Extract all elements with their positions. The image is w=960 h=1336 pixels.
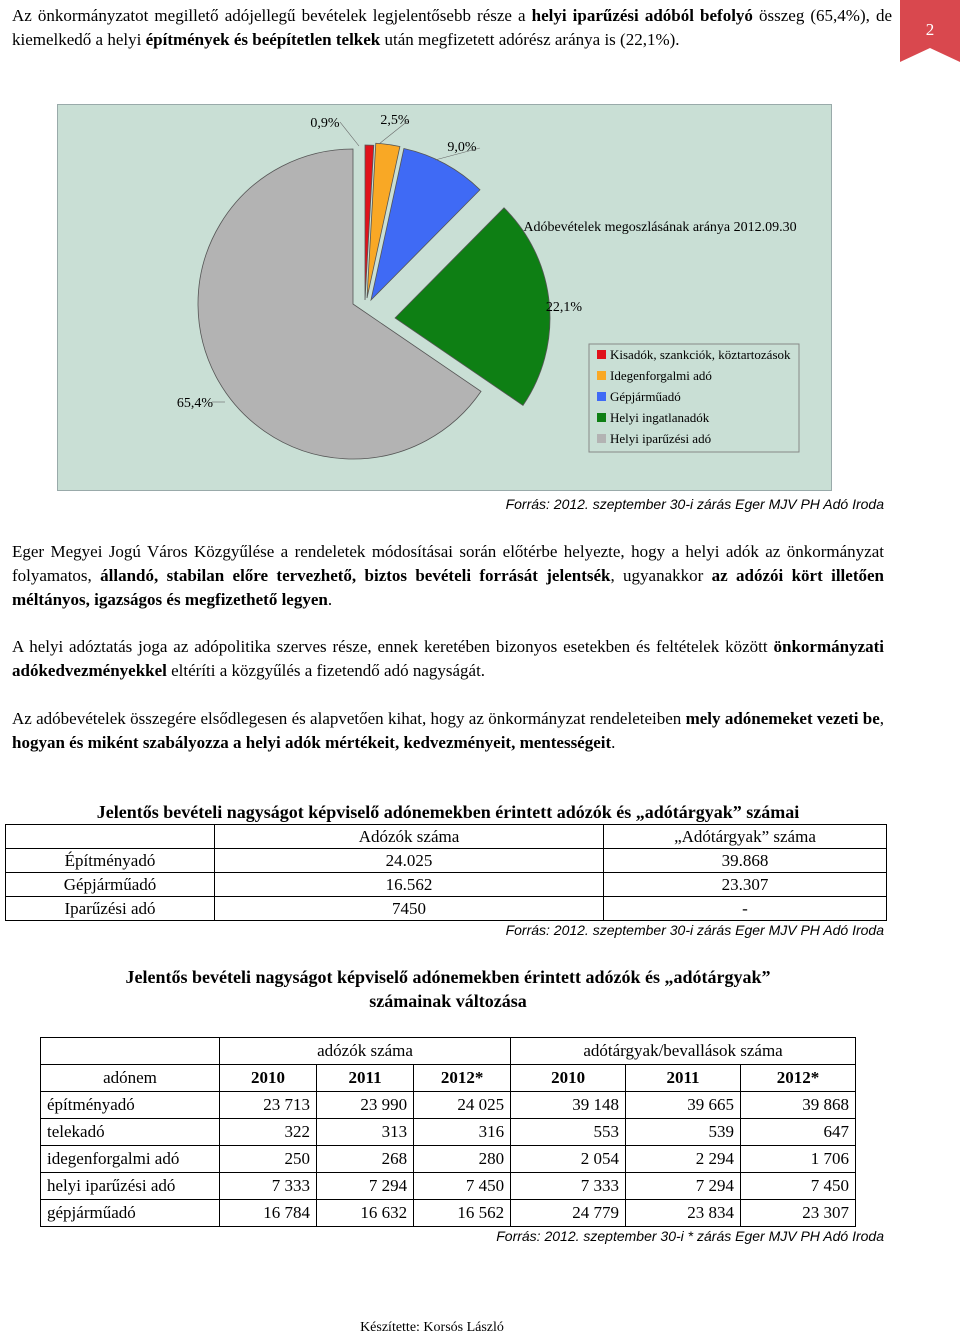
cell: 39.868 (604, 849, 887, 873)
pie-chart (57, 104, 832, 491)
legend-entry: Kisadók, szankciók, köztartozások (610, 347, 791, 362)
cell: 16 632 (317, 1200, 414, 1227)
year-header: 2011 (317, 1065, 414, 1092)
cell: 316 (414, 1119, 511, 1146)
legend-swatch (597, 392, 606, 401)
year-header: 2010 (220, 1065, 317, 1092)
year-header: 2011 (626, 1065, 741, 1092)
cell: 39 665 (626, 1092, 741, 1119)
legend-entry: Gépjárműadó (610, 389, 681, 404)
header-cell: adónem (41, 1065, 220, 1092)
empty-cell (41, 1038, 220, 1065)
table-row (6, 849, 887, 873)
paragraph-tax-revenue: Az adóbevételek összegére elsődlegesen és alapvetően kihat, hogy az önkormányzat rendeleteiben mely adónemeket vezeti be, hogyan és miként szabályozza a helyi adók mértékeit, kedvezményeit, mentességeit. (12, 709, 884, 752)
year-header: 2012* (740, 1065, 855, 1092)
cell: 322 (220, 1119, 317, 1146)
slice-label: 65,4% (176, 396, 214, 411)
row-label: telekadó (41, 1119, 220, 1146)
cell: 647 (740, 1119, 855, 1146)
header-cell: „Adótárgyak” száma (604, 825, 887, 849)
table-row (41, 1200, 856, 1227)
cell: 7 333 (220, 1173, 317, 1200)
cell: 553 (511, 1119, 626, 1146)
table-group-row (41, 1038, 856, 1065)
row-label: gépjárműadó (41, 1200, 220, 1227)
row-label: idegenforgalmi adó (41, 1146, 220, 1173)
slice-label: 0,9% (310, 116, 340, 131)
table-row (41, 1119, 856, 1146)
table-row (6, 873, 887, 897)
group-header: adótárgyak/bevallások száma (511, 1038, 856, 1065)
cell: 24.025 (215, 849, 604, 873)
table-row (41, 1173, 856, 1200)
row-label: építményadó (41, 1092, 220, 1119)
cell: 1 706 (740, 1146, 855, 1173)
row-label: Gépjárműadó (6, 873, 215, 897)
legend-entry: Idegenforgalmi adó (610, 368, 712, 383)
cell: 7 333 (511, 1173, 626, 1200)
legend-swatch (597, 434, 606, 443)
cell: 23.307 (604, 873, 887, 897)
table-header-row (6, 825, 887, 849)
legend-entry: Helyi iparűzési adó (610, 431, 712, 446)
cell: 7 294 (317, 1173, 414, 1200)
paragraph-tax-right: A helyi adóztatás joga az adópolitika szerves része, ennek keretében bizonyos esetekben és feltételek között önkormányzati adókedvezményekkel eltéríti a közgyűlés a fizetendő adó nagyságát. (12, 637, 884, 680)
legend-entry: Helyi ingatlanadók (610, 410, 710, 425)
cell: 16 784 (220, 1200, 317, 1227)
table-header-row (41, 1065, 856, 1092)
cell: 16 562 (414, 1200, 511, 1227)
cell: 250 (220, 1146, 317, 1173)
cell: 7 294 (626, 1173, 741, 1200)
slice-label: 2,5% (380, 113, 410, 128)
page-number: 2 (925, 20, 935, 39)
taxpayers-table (5, 824, 887, 921)
year-header: 2012* (414, 1065, 511, 1092)
paragraph-goals: Eger Megyei Jogú Város Közgyűlése a rendeletek módosításai során előtérbe helyezte, hogy a helyi adók az önkormányzat folyamatos, állandó, stabilan előre tervezhető, biztos bevételi forrását jelentsék, ugyanakkor az adózói kört illetően méltányos, igazságos és megfizethető legyen. (12, 542, 884, 609)
table1-source: Forrás: 2012. szeptember 30-i zárás Eger MJV PH Adó Iroda (505, 922, 884, 938)
cell: 23 307 (740, 1200, 855, 1227)
row-label: Építményadó (6, 849, 215, 873)
cell: 24 779 (511, 1200, 626, 1227)
table2-title: Jelentős bevételi nagyságot képviselő adónemekben érintett adózók és „adótárgyak” számainak változása (125, 967, 771, 1011)
row-label: helyi iparűzési adó (41, 1173, 220, 1200)
table-row (41, 1146, 856, 1173)
cell: 280 (414, 1146, 511, 1173)
cell: 539 (626, 1119, 741, 1146)
cell: 39 148 (511, 1092, 626, 1119)
cell: 7 450 (740, 1173, 855, 1200)
header-cell (6, 825, 215, 849)
legend-swatch (597, 350, 606, 359)
cell: 16.562 (215, 873, 604, 897)
year-header: 2010 (511, 1065, 626, 1092)
legend-swatch (597, 371, 606, 380)
header-cell: Adózók száma (215, 825, 604, 849)
table1-title: Jelentős bevételi nagyságot képviselő adónemekben érintett adózók és „adótárgyak” számai (96, 802, 800, 822)
cell: 39 868 (740, 1092, 855, 1119)
changes-table (40, 1037, 856, 1227)
cell: 24 025 (414, 1092, 511, 1119)
cell: 313 (317, 1119, 414, 1146)
group-header: adózók száma (220, 1038, 511, 1065)
row-label: Iparűzési adó (6, 897, 215, 921)
footer-author: Készítette: Korsós László (360, 1320, 504, 1335)
slice-label: 22,1% (545, 300, 583, 315)
cell: 7 450 (414, 1173, 511, 1200)
chart-source: Forrás: 2012. szeptember 30-i zárás Eger MJV PH Adó Iroda (505, 496, 884, 512)
cell: 2 294 (626, 1146, 741, 1173)
cell: 23 990 (317, 1092, 414, 1119)
table2-source: Forrás: 2012. szeptember 30-i * zárás Eger MJV PH Adó Iroda (496, 1228, 884, 1244)
cell: 7450 (215, 897, 604, 921)
cell: 23 713 (220, 1092, 317, 1119)
table-row (6, 897, 887, 921)
legend-swatch (597, 413, 606, 422)
chart-title: Adóbevételek megoszlásának aránya 2012.09.30 (523, 220, 797, 235)
cell: - (604, 897, 887, 921)
intro-paragraph: Az önkormányzatot megillető adójellegű bevételek legjelentősebb része a helyi iparűzési adóból befolyó összeg (65,4%), de kiemelkedő a helyi építmények és beépítetlen telkek után megfizetett adórész aránya is (22,1%). (12, 6, 892, 49)
cell: 23 834 (626, 1200, 741, 1227)
page-number-badge (900, 0, 960, 62)
cell: 2 054 (511, 1146, 626, 1173)
cell: 268 (317, 1146, 414, 1173)
slice-label: 9,0% (447, 140, 477, 155)
table-row (41, 1092, 856, 1119)
